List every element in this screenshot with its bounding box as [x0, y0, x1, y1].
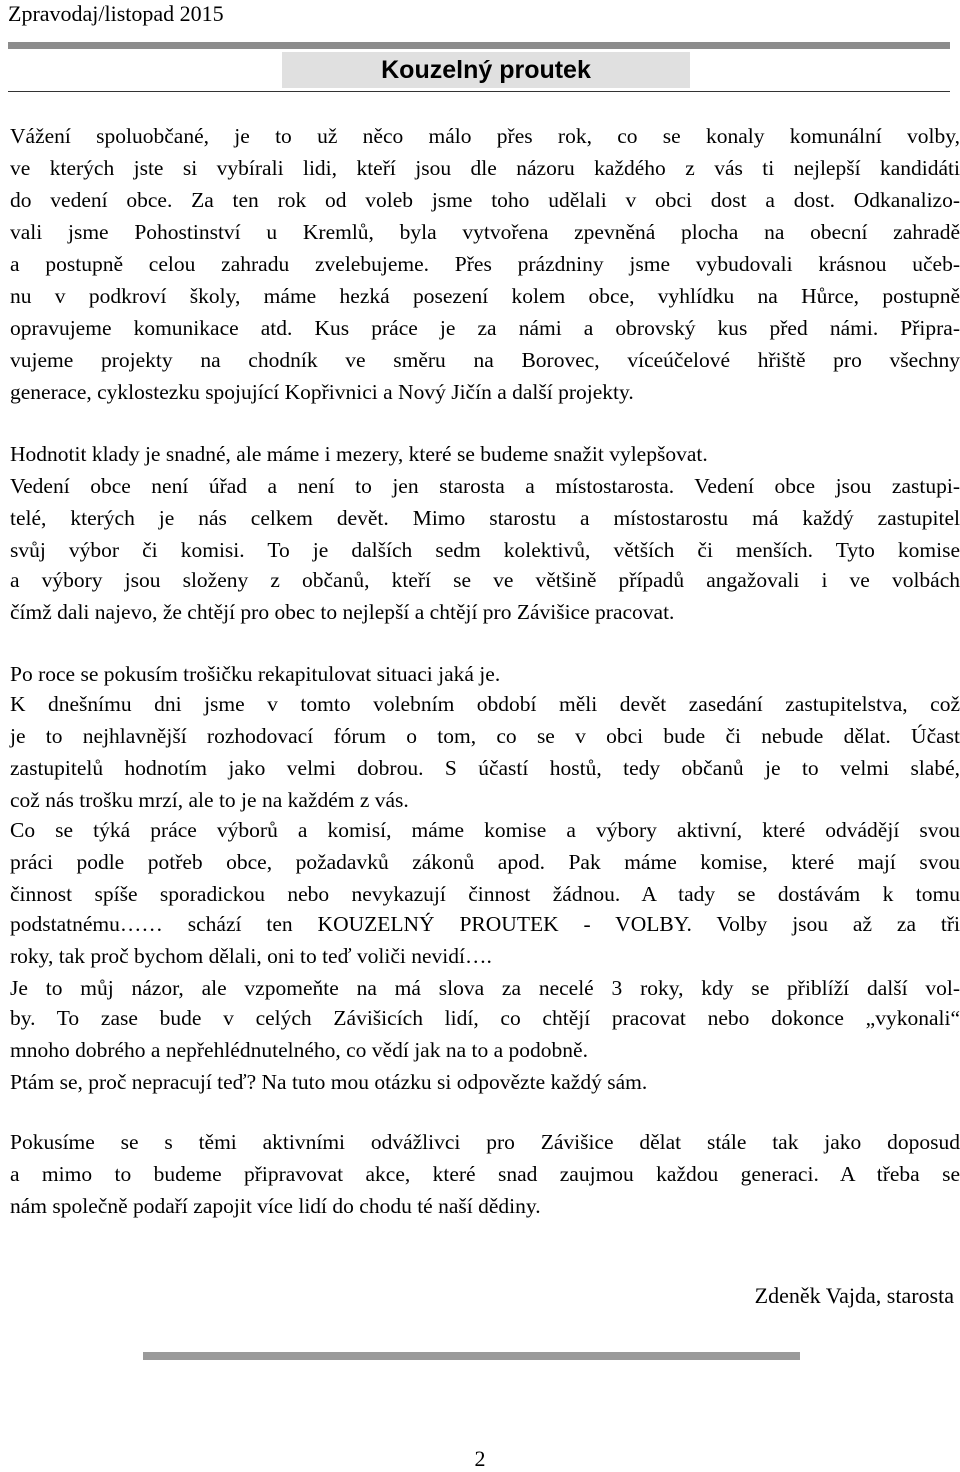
body-line: opravujeme komunikace atd. Kus práce je za námi a obrovský kus před námi. Připra- [10, 316, 960, 340]
title-underline [8, 91, 950, 92]
body-line: roky, tak proč bychom dělali, oni to teď voliči nevidí…. [10, 944, 492, 968]
body-line: K dnešnímu dni jsme v tomto volebním období měli devět zasedání zastupitelstva, což [10, 692, 960, 716]
body-line: což nás trošku mrzí, ale to je na každém z vás. [10, 788, 409, 812]
body-line: do vedení obce. Za ten rok od voleb jsme toho udělali v obci dost a dost. Odkanalizo- [10, 188, 960, 212]
body-line: telé, kterých je nás celkem devět. Mimo starostu a místostarostu má každý zastupitel [10, 506, 960, 530]
body-line: mnoho dobrého a nepřehlédnutelného, co vědí jak na to a podobně. [10, 1038, 588, 1062]
body-line: práci podle potřeb obce, požadavků zákonů apod. Pak máme komise, které mají svou [10, 850, 960, 874]
body-line: nu v podkroví školy, máme hezká posezení kolem obce, vyhlídku na Hůrce, postupně [10, 284, 960, 308]
body-line: Vedení obce není úřad a není to jen starosta a místostarosta. Vedení obce jsou zastupi- [10, 474, 960, 498]
body-line: činnost spíše sporadickou nebo nevykazují činnost žádnou. A tady se dostávám k tomu [10, 882, 960, 906]
page-number: 2 [474, 1446, 486, 1471]
body-line: Po roce se pokusím trošičku rekapitulovat situaci jaká je. [10, 662, 501, 686]
body-line: a postupně celou zahradu zvelebujeme. Přes prázdniny jsme vybudovali krásnou učeb- [10, 252, 960, 276]
body-line: by. To zase bude v celých Závišicích lidí, co chtějí pracovat nebo dokonce „vykonali“ [10, 1006, 960, 1030]
body-line: Pokusíme se s těmi aktivními odvážlivci pro Závišice dělat stále tak jako doposud [10, 1130, 960, 1154]
body-line: je to nejhlavnější rozhodovací fórum o tom, co se v obci bude či nebude dělat. Účast [10, 724, 960, 748]
body-line: svůj výbor či komisi. To je dalších sedm kolektivů, větších či menších. Tyto komise [10, 538, 960, 562]
footer-rule [143, 1352, 800, 1360]
header-rule [8, 42, 950, 49]
body-line: čímž dali najevo, že chtějí pro obec to nejlepší a chtějí pro Závišice pracovat. [10, 600, 675, 624]
newsletter-header-title: Zpravodaj/listopad 2015 [8, 1, 224, 26]
body-line: Je to můj názor, ale vzpomeňte na má slova za necelé 3 roky, kdy se přiblíží další vol- [10, 976, 960, 1000]
body-line: ve kterých jste si vybírali lidi, kteří jsou dle názoru každého z vás ti nejlepší kandidáti [10, 156, 960, 180]
body-line: podstatnému…… schází ten KOUZELNÝ PROUTEK - VOLBY. Volby jsou až za tři [10, 912, 960, 936]
article-title: Kouzelný proutek [381, 56, 591, 84]
body-line: a mimo to budeme připravovat akce, které snad zaujmou každou generaci. A třeba se [10, 1162, 960, 1186]
signature: Zdeněk Vajda, starosta [754, 1283, 954, 1308]
body-line: Co se týká práce výborů a komisí, máme komise a výbory aktivní, které odvádějí svou [10, 818, 960, 842]
body-line: vali jsme Pohostinství u Kremlů, byla vytvořena zpevněná plocha na obecní zahradě [10, 220, 960, 244]
body-line: zastupitelů hodnotím jako velmi dobrou. S účastí hostů, tedy občanů je to velmi slabé, [10, 756, 960, 780]
body-line: vujeme projekty na chodník ve směru na Borovec, víceúčelové hřiště pro všechny [10, 348, 960, 372]
body-line: Hodnotit klady je snadné, ale máme i mezery, které se budeme snažit vylepšovat. [10, 442, 708, 466]
body-line: Vážení spoluobčané, je to už něco málo přes rok, co se konaly komunální volby, [10, 124, 960, 148]
body-line: nám společně podaří zapojit více lidí do chodu té naší dědiny. [10, 1194, 541, 1218]
article-title-box [282, 52, 690, 88]
body-line: generace, cyklostezku spojující Kopřivnici a Nový Jičín a další projekty. [10, 380, 634, 404]
body-line: Ptám se, proč nepracují teď? Na tuto mou otázku si odpovězte každý sám. [10, 1070, 648, 1094]
body-line: a výbory jsou složeny z občanů, kteří se ve většině případů angažovali i ve volbách [10, 568, 960, 592]
